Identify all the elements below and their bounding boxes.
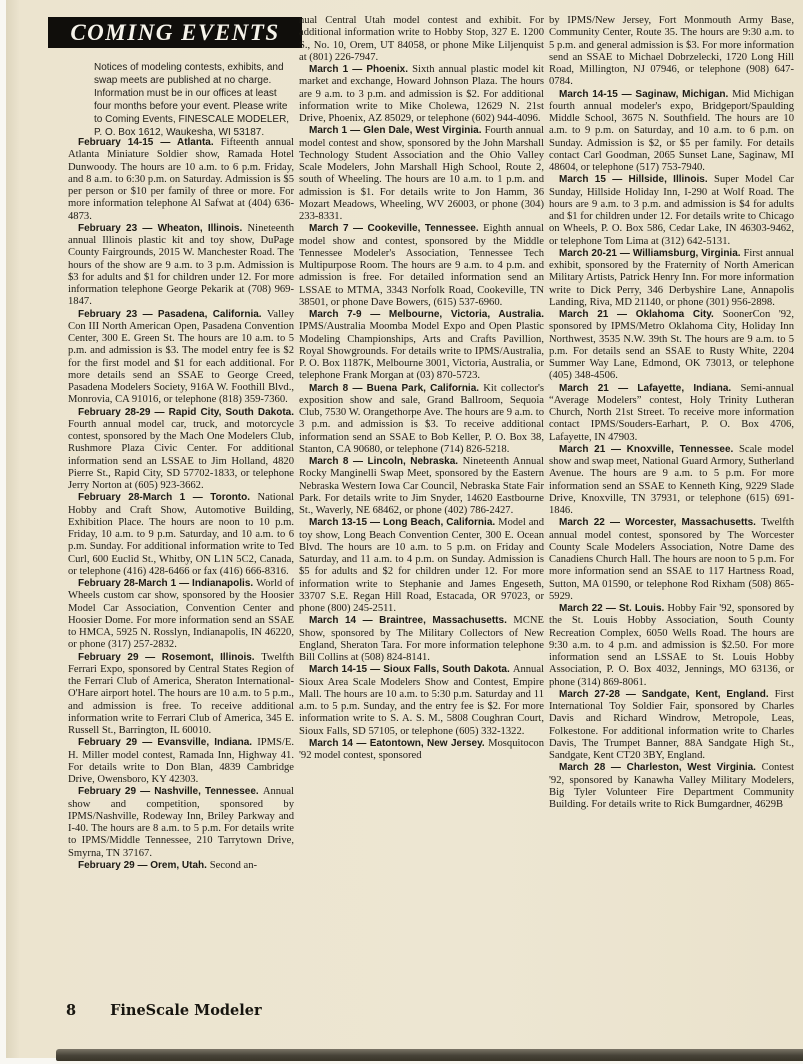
event-continuation: nual Central Utah model contest and exhibit. For additional information write to Hobby Stop, 327 E. 1200 S., No. 10, Orem, UT 84058, or phone Mike Liljenquist at (801) 226-7947. xyxy=(299,15,544,63)
event-entry xyxy=(299,664,544,738)
event-entry xyxy=(299,383,544,457)
event-details: World of Wheels custom car show, sponsored by the Hoosier Model Car Association, Convention Center and Hoosier Dome. For more information send an SSAE to HMCA, 5925 N. Rosslyn, Indianapolis, IN 46220, or phone (317) 257-2832. xyxy=(68,578,294,651)
event-date-location: March 14-15 — Saginaw, Michigan. xyxy=(559,88,733,100)
event-date-location: March 13-15 — Long Beach, California. xyxy=(309,517,499,529)
event-entry xyxy=(549,444,794,518)
column-2 xyxy=(299,15,544,762)
event-date-location: March 7 — Cookeville, Tennessee. xyxy=(309,223,484,235)
event-date-location: February 23 — Wheaton, Illinois. xyxy=(78,222,248,234)
event-details: Second an- xyxy=(209,859,258,871)
event-entry xyxy=(549,517,794,603)
event-details: Scale model show and swap meet, National Guard Armory, Sutherland Avenue. The hours are 9 a.m. to 5 p.m. For more information send an SSAE to Kenneth King, 9229 Slade Drive, Knoxville, TN 37931, or telephone (615) 691-1846. xyxy=(549,443,794,516)
event-entry xyxy=(299,64,544,125)
event-details: Valley Con III North American Open, Pasadena Convention Center, 300 E. Green St. The hours are 10 a.m. to 5 p.m. and admission is $3. The model entry fee is $2 for the first model and $1 for each additional. For more details send an SSAE to George Creed, Pasadena Modelers Society, 916A W. Foothill Blvd., Monrovia, CA 91016, or telephone (818) 359-7360. xyxy=(68,308,294,406)
event-entry xyxy=(68,492,294,578)
event-details: Semi-annual “Average Modelers” contest, Holy Trinity Lutheran Church, North 21st Street. To receive more information contact IPMS/Souders-Earhart, P. O. Box 4706, Lafayette, IN 47903. xyxy=(549,382,794,443)
event-entry xyxy=(549,89,794,175)
magazine-title: FineScale Modeler xyxy=(110,1002,262,1019)
event-details: Fourth annual model contest and show, sponsored by the John Marshall Technology Student Association and the Ohio Valley Scale Modelers, John Marshall High School, Route 2, south of Wheeling. The hours are 10 a.m. to 1 p.m. and admission is $1. For details write to Jon Hamm, 36 Mozart Meadows, Wheeling, WV 26003, or phone (304) 233-8331. xyxy=(299,125,545,222)
event-date-location: March 20-21 — Williamsburg, Virginia. xyxy=(559,247,744,259)
submission-notice: Notices of modeling contests, exhibits, and swap meets are published at no charge. Information must be in our offices at least four months before your event. Please write to Coming Events, FINESCALE MODELER, P. O. Box 1612, Waukesha, WI 53187. xyxy=(94,62,290,138)
event-details: Fifteenth annual Atlanta Miniature Soldier show, Ramada Hotel Dunwoody. The hours are 10 a.m. to 6 p.m. Friday, and 8 a.m. to 6:30 p.m. on Saturday. Admission is $5 per person or $10 per family of three or more. For more information telephone Al Safwat at (404) 636-4873. xyxy=(68,137,295,222)
event-date-location: February 28-March 1 — Indianapolis. xyxy=(78,578,257,589)
page-footer xyxy=(66,1002,262,1019)
event-date-location: March 22 — St. Louis. xyxy=(559,603,668,614)
event-date-location: March 14-15 — Sioux Falls, South Dakota. xyxy=(309,664,513,676)
event-date-location: February 14-15 — Atlanta. xyxy=(78,137,221,148)
event-date-location: February 29 — Nashville, Tennessee. xyxy=(78,786,263,798)
event-details: Annual Sioux Area Scale Modelers Show and Contest, Empire Mall. The hours are 10 a.m. to 5:30 p.m. Saturday and 11 a.m. to 5 p.m. Sunday, and the entry fee is $2. For more information write to S. A. S. M., 5808 Coughran Court, Sioux Falls, SD 57105, or telephone (605) 332-1322. xyxy=(299,664,544,737)
event-entry xyxy=(68,737,294,786)
event-date-location: February 23 — Pasadena, California. xyxy=(78,308,267,320)
event-details: Super Model Car Sunday, Hillside Holiday Inn, I-290 at Wolf Road. The hours are 9 a.m. to 3 p.m. and admission is $4 for adults and $1 for children under 12. For details write to Chicago on Wheels, P. O. Box 586, Cedar Lake, IN 46303-9462, or telephone Tom Lima at (312) 642-5131. xyxy=(549,174,794,247)
event-details: Fourth annual model car, truck, and motorcycle contest, sponsored by the Mach One Modelers Club, Rushmore Plaza Civic Center. For additional information send an LSSAE to Jim Holland, 4820 Pierre St., Rapid City, SD 57702-1833, or telephone Jerry Norton at (605) 923-3662. xyxy=(68,418,294,491)
event-details: First annual exhibit, sponsored by the Fraternity of North American Military Artists, Patrick Henry Inn. For more information write to Dick Perry, 346 Derbyshire Lane, Annapolis Landing, Riva, MD 21140, or phone (301) 956-2898. xyxy=(549,247,794,308)
event-date-location: February 28-29 — Rapid City, South Dakota. xyxy=(78,406,294,418)
event-date-location: March 22 — Worcester, Massachusetts. xyxy=(559,517,762,529)
column-3 xyxy=(549,15,794,811)
event-entry xyxy=(68,860,294,872)
event-details: Contest '92, sponsored by Kanawha Valley Military Modelers, Big Tyler Volunteer Fire Department Community Building. For details write to Rick Bumgardner, 4629B xyxy=(549,762,794,810)
event-date-location: March 27-28 — Sandgate, Kent, England. xyxy=(559,688,775,700)
page-number: 8 xyxy=(66,1002,77,1019)
event-details: Nineteenth Annual Rocky Manginelli Swap Meet, sponsored by the Eastern Nebraska Western Iowa Car Council, Nebraska State Fair Park. For details write to Jim Snyder, 14620 Eastbourne St., Waverly, NE 68462, or phone (402) 786-2427. xyxy=(299,456,544,516)
event-entry xyxy=(299,738,544,763)
event-entry xyxy=(299,223,544,309)
event-entry xyxy=(68,309,294,407)
event-entry xyxy=(549,689,794,763)
event-date-location: March 7-9 — Melbourne, Victoria, Australia. xyxy=(309,309,544,320)
event-entry xyxy=(549,309,794,383)
event-details: Mosquitocon '92 model contest, sponsored xyxy=(299,737,544,761)
event-entry xyxy=(68,407,294,493)
event-date-location: March 21 — Knoxville, Tennessee. xyxy=(559,443,740,455)
event-entry xyxy=(68,652,294,738)
event-entry xyxy=(549,603,794,689)
event-details: Nineteenth annual Illinois plastic kit and toy show, DuPage County Fairgrounds, 2015 W. Manchester Road. The hours of the show are 9 a.m. to 3 p.m. Admission is $3 for adults and $1 for children under 12. For more information telephone George Pekarik at (708) 969-1847. xyxy=(68,222,294,308)
page-title: COMING EVENTS xyxy=(70,19,280,45)
event-entry xyxy=(68,137,294,223)
event-date-location: February 29 — Evansville, Indiana. xyxy=(78,737,258,749)
event-entry xyxy=(549,383,794,444)
column-1 xyxy=(68,137,294,872)
page-background xyxy=(6,0,803,1058)
event-entry xyxy=(68,786,294,860)
event-entry xyxy=(68,578,294,652)
event-details: IPMS/E. H. Miller model contest, Ramada Inn, Highway 41. For details write to Don Blan, 4839 Cambridge Drive, Owensboro, KY 42303. xyxy=(68,737,294,785)
event-entry xyxy=(299,309,544,383)
event-date-location: March 14 — Braintree, Massachusetts. xyxy=(309,615,514,627)
event-details: Eighth annual model show and contest, sponsored by the Middle Tennessee Modeler's Association, Tennessee Tech Multipurpose Room. The hours are 9 a.m. to 4 p.m. and admission is free. For detailed information send an LSSAE to MTMA, 3343 Norfolk Road, Cookeville, TN 38501, or phone Dave Bowers, (615) 537-6960. xyxy=(299,223,544,308)
page-bottom-edge xyxy=(56,1049,803,1061)
event-details: Mid Michigan fourth annual modeler's expo, Bridgeport/Spaulding Middle School, 3675 N. Southfield. The hours are 10 a.m. to 9 p.m. on Saturday, and 10 a.m. to 6 p.m. on Sunday. Admission is $2, or $5 per family. For details contact Carl Goodman, 2065 Sunset Lane, Saginaw, MI 48604, or telephone (517) 753-7940. xyxy=(549,88,794,173)
event-details: Model and toy show, Long Beach Convention Center, 300 E. Ocean Blvd. The hours are 10 a.m. to 5 p.m. on Friday and Saturday, and 11 a.m. to 4 p.m. on Sunday. Admission is $5 for adults and $2 for children under 12. For more information write to Stephanie and James Engeseth, 33707 S.E. Regan Hill Road, Estacada, OR 97023, or phone (800) 245-2511. xyxy=(299,517,544,614)
event-details: Hobby Fair '92, sponsored by the St. Louis Hobby Association, South County Recreation Complex, 6050 Wells Road. The hours are 9:30 a.m. to 4 p.m. and admission is $2.50. For more information send an LSSAE to St. Louis Hobby Association, P. O. Box 4032, Jennings, MO 63136, or phone (314) 869-8061. xyxy=(549,603,794,688)
event-entry xyxy=(299,517,544,615)
event-details: MCNE Show, sponsored by The Military Collectors of New England, Sheraton Tara. For more information telephone Bill Collins at (508) 824-8141. xyxy=(299,615,544,663)
event-date-location: March 14 — Eatontown, New Jersey. xyxy=(309,737,489,749)
event-details: Twelfth Ferrari Expo, sponsored by Central States Region of the Ferrari Club of America, Sheraton International-O'Hare airport hotel. The hours are 10 a.m. to 5 p.m., and admission is free. To receive additional information write to Ferrari Club of America, 345 E. Russell St., Barrington, IL 60010. xyxy=(68,651,294,736)
event-entry xyxy=(299,456,544,517)
event-date-location: March 8 — Buena Park, California. xyxy=(309,382,484,394)
event-date-location: March 28 — Charleston, West Virginia. xyxy=(559,762,762,774)
event-details: Twelfth annual model contest, sponsored by The Worcester County Scale Modelers Association, Notre Dame des Canadiens Church Hall. The hours are noon to 5 p.m. For more information send an SSAE to 117 Hartness Road, Sutton, MA 01590, or telephone Rod Rixham (508) 865-5929. xyxy=(549,517,794,602)
event-details: SoonerCon '92, sponsored by IPMS/Metro Oklahoma City, Holiday Inn Northwest, 3535 N.W. 39th St. The hours are 9 a.m. to 5 p.m. For details send an SSAE to Rusty White, 2204 Summer Way Lane, Edmond, OK 73013, or telephone (405) 348-4506. xyxy=(549,309,794,382)
event-details: National Hobby and Craft Show, Automotive Building, Exhibition Place. The hours are noon to 10 p.m. Friday, 10 a.m. to 9 p.m. Saturday, and 10 a.m. to 6 p.m. Sunday. For additional information write to Ted Curl, 600 Euclid St., Whitby, ON L1N 5C2, Canada, or telephone (416) 428-6466 or fax (416) 666-8316. xyxy=(68,492,294,577)
event-details: IPMS/Australia Moomba Model Expo and Open Plastic Modeling Championships, Arts and Crafts Pavillion, Royal Showgrounds. For details write to IPMS/Australia, P. O. Box 1187K, Melbourne 3001, Victoria, Australia, or telephone Frank Morgan at (03) 870-5723. xyxy=(299,321,544,382)
event-date-location: February 29 — Rosemont, Illinois. xyxy=(78,651,262,663)
event-details: Sixth annual plastic model kit market and exchange, Howard Johnson Plaza. The hours are 9 a.m. to 3 p.m. and admission is $2. For additional information write to Mike Cholewa, 12629 N. 21st Drive, Phoenix, AZ 85029, or telephone (602) 944-4096. xyxy=(299,64,544,124)
event-date-location: March 8 — Lincoln, Nebraska. xyxy=(309,456,463,467)
event-date-location: February 29 — Orem, Utah. xyxy=(78,859,210,871)
event-details: Annual show and competition, sponsored by IPMS/Nashville, Rodeway Inn, Briley Parkway and I-40. The hours are 8 a.m. to 5 p.m. For details write to IPMS/Middle Tennessee, 210 Tarrytown Drive, Smyrna, TN 37167. xyxy=(68,786,294,859)
event-details: Kit collector's exposition show and sale, Grand Ballroom, Sequoia Club, 7530 W. Orangethorpe Ave. The hours are 9 a.m. to 3 p.m. and admission is $3. To receive additional information send an SSAE to Bob Keller, P. O. Box 38, Stanton, CA 90680, or telephone (714) 826-5218. xyxy=(299,382,544,455)
event-entry xyxy=(549,762,794,811)
section-title-bar xyxy=(48,17,302,48)
event-entry xyxy=(299,125,544,223)
event-entry xyxy=(549,248,794,309)
event-entry xyxy=(549,174,794,248)
event-continuation: by IPMS/New Jersey, Fort Monmouth Army Base, Community Center, Route 35. The hours are 9:30 a.m. to 5 p.m. and general admission is $3. For more information send an SSAE to Michael Dobrzelecki, 1720 Long Hill Road, Millington, NJ 07946, or telephone (908) 647-0784. xyxy=(549,15,794,88)
event-date-location: February 28-March 1 — Toronto. xyxy=(78,492,258,504)
event-entry xyxy=(68,223,294,309)
event-date-location: March 21 — Oklahoma City. xyxy=(559,309,723,320)
event-details: First International Toy Soldier Fair, sponsored by Charles Davis and Richard Windrow, Metropole, Leas, Folkestone. For additional information write to Charles Davis, The Trumpet Banner, 88A Sandgate High St., Sandgate, Kent CT20 3BY, England. xyxy=(549,688,794,761)
event-date-location: March 15 — Hillside, Illinois. xyxy=(559,174,714,186)
event-entry xyxy=(299,615,544,664)
event-date-location: March 1 — Glen Dale, West Virginia. xyxy=(309,125,485,137)
event-date-location: March 1 — Phoenix. xyxy=(309,64,413,75)
event-date-location: March 21 — Lafayette, Indiana. xyxy=(559,382,741,394)
